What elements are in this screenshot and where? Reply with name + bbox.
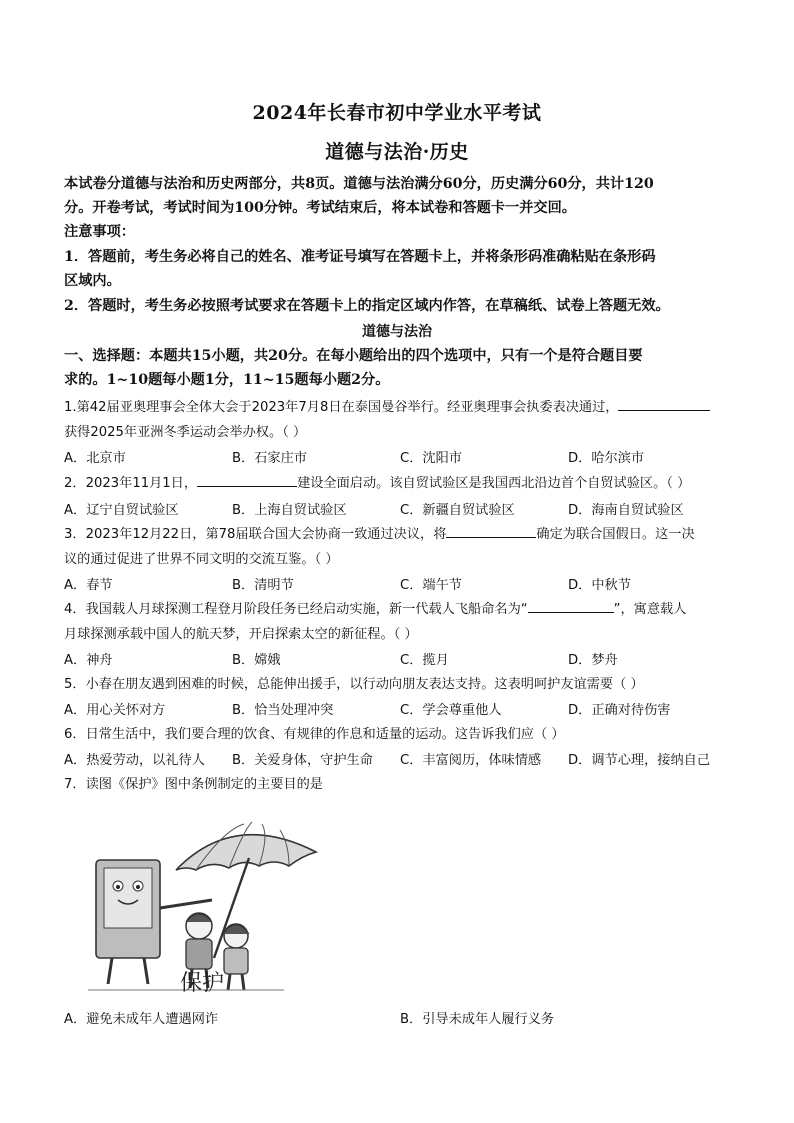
notice-1b: 区域内。 (64, 273, 121, 289)
answer-blank (197, 472, 297, 487)
question-2-options (64, 499, 736, 523)
q4-text-post: ”，寓意载人 (613, 602, 687, 617)
option-a[interactable]: A．神舟 (64, 653, 113, 668)
notice-title: 注意事项： (64, 224, 135, 240)
q3-text-post: 确定为联合国假日。这一决 (536, 527, 695, 542)
notice-2: 2．答题时，考生务必按照考试要求在答题卡上的指定区域内作答，在草稿纸、试卷上答题无效。 (64, 298, 670, 314)
question-3-options (64, 574, 736, 598)
question-6-stem: 6．日常生活中，我们要合理的饮食、有规律的作息和适量的运动。这告诉我们应（ ） (64, 727, 565, 742)
option-d[interactable]: D．海南自贸试验区 (568, 503, 684, 518)
question-5-stem: 5．小春在朋友遇到困难的时候，总能伸出援手，以行动向朋友表达支持。这表明呵护友谊需要（ ） (64, 677, 644, 692)
answer-blank (618, 396, 710, 411)
option-d[interactable]: D．调节心理，接纳自己 (568, 753, 711, 768)
option-b[interactable]: B．嫦娥 (232, 653, 281, 668)
option-c[interactable]: C．沈阳市 (400, 451, 462, 466)
intro-line-1: 本试卷分道德与法治和历史两部分，共8页。道德与法治满分60分，历史满分60分，共计120 (64, 176, 654, 192)
book-arm (160, 900, 212, 908)
question-5-options (64, 699, 736, 723)
option-b[interactable]: B．关爱身体，守护生命 (232, 753, 373, 768)
question-1-stem-b: 获得2025年亚洲冬季运动会举办权。（ ） (64, 425, 307, 440)
question-7-stem: 7．读图《保护》图中条例制定的主要目的是 (64, 777, 323, 792)
option-c[interactable]: C．端午节 (400, 578, 462, 593)
question-4-stem-a (64, 597, 736, 622)
question-3-stem-b: 议的通过促进了世界不同文明的交流互鉴。（ ） (64, 552, 339, 567)
question-4-stem-b: 月球探测承载中国人的航天梦，开启探索太空的新征程。（ ） (64, 627, 418, 642)
option-c[interactable]: C．丰富阅历，体味情感 (400, 753, 542, 768)
exam-title: 2024年长春市初中学业水平考试 (252, 102, 542, 124)
option-b[interactable]: B．引导未成年人履行义务 (400, 1012, 555, 1027)
q1-text: 1.第42届亚奥理事会全体大会于2023年7月8日在泰国曼谷举行。经亚奥理事会执委表决通过， (64, 400, 619, 415)
question-7-options (64, 1008, 736, 1032)
option-c[interactable]: C．新疆自贸试验区 (400, 503, 515, 518)
intro-line-2: 分。开卷考试，考试时间为100分钟。考试结束后，将本试卷和答题卡一并交回。 (64, 200, 576, 216)
option-d[interactable]: D．哈尔滨市 (568, 451, 645, 466)
q2-text-pre: 2．2023年11月1日， (64, 476, 198, 491)
option-c[interactable]: C．学会尊重他人 (400, 703, 502, 718)
figure-caption: 保护 (180, 971, 225, 996)
exam-subtitle: 道德与法治·历史 (325, 141, 469, 163)
option-d[interactable]: D．中秋节 (568, 578, 631, 593)
option-b[interactable]: B．恰当处理冲突 (232, 703, 334, 718)
option-a[interactable]: A．北京市 (64, 451, 126, 466)
part1-heading-b: 求的。1~10题每小题1分，11~15题每小题2分。 (64, 372, 390, 388)
q4-text-pre: 4．我国载人月球探测工程登月阶段任务已经启动实施，新一代载人飞船命名为“ (64, 602, 528, 617)
option-a[interactable]: A．热爱劳动，以礼待人 (64, 753, 205, 768)
option-c[interactable]: C．揽月 (400, 653, 449, 668)
option-d[interactable]: D．正确对待伤害 (568, 703, 671, 718)
option-b[interactable]: B．上海自贸试验区 (232, 503, 347, 518)
q2-text-post: 建设全面启动。该自贸试验区是我国西北沿边首个自贸试验区。（ ） (297, 476, 691, 491)
answer-blank (528, 598, 614, 613)
notice-1a: 1．答题前，考生务必将自己的姓名、准考证号填写在答题卡上，并将条形码准确粘贴在条形码 (64, 249, 656, 265)
section-heading: 道德与法治 (362, 324, 432, 340)
option-a[interactable]: A．避免未成年人遭遇网诈 (64, 1012, 219, 1027)
answer-blank (446, 523, 536, 538)
question-6-options (64, 749, 736, 773)
option-a[interactable]: A．用心关怀对方 (64, 703, 166, 718)
book-cover (104, 868, 152, 928)
option-d[interactable]: D．梦舟 (568, 653, 618, 668)
question-3-stem-a (64, 522, 736, 547)
question-2-stem (64, 471, 736, 496)
option-a[interactable]: A．辽宁自贸试验区 (64, 503, 179, 518)
question-1-stem-a (64, 395, 736, 420)
q3-text-pre: 3．2023年12月22日，第78届联合国大会协商一致通过决议，将 (64, 527, 447, 542)
option-b[interactable]: B．清明节 (232, 578, 294, 593)
question-1-options (64, 447, 736, 471)
part1-heading-a: 一、选择题：本题共15小题，共20分。在每小题给出的四个选项中，只有一个是符合题目要 (64, 348, 643, 364)
question-4-options (64, 649, 736, 673)
option-a[interactable]: A．春节 (64, 578, 113, 593)
option-b[interactable]: B．石家庄市 (232, 451, 307, 466)
